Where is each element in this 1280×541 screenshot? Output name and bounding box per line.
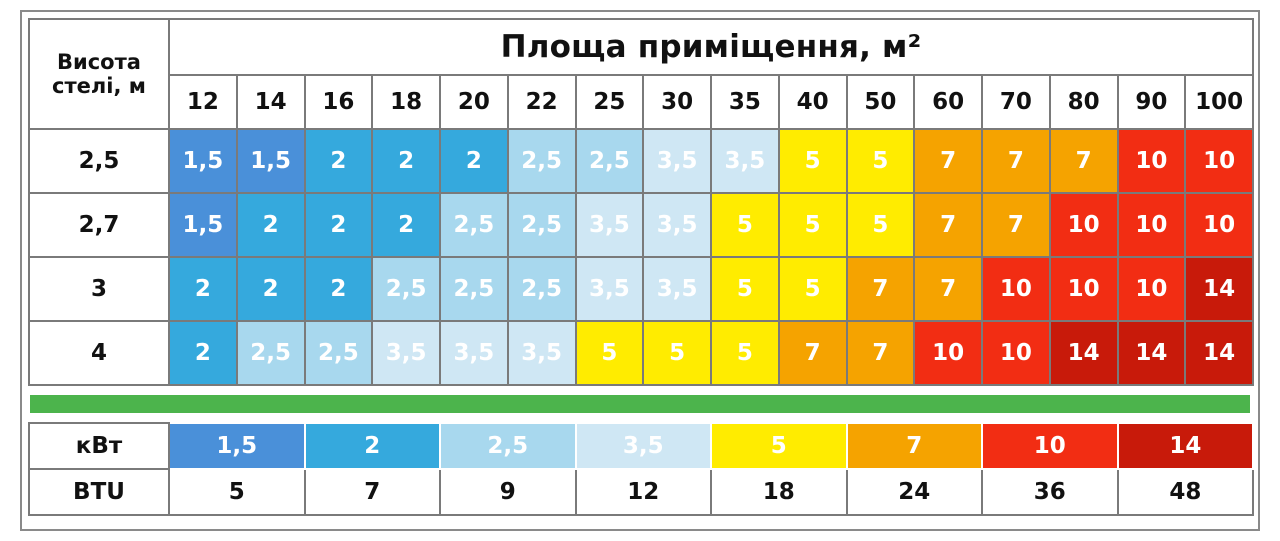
area-column-header: 40 [779,75,847,129]
area-column-header: 50 [847,75,915,129]
power-cell: 10 [914,321,982,385]
power-cell: 10 [1118,129,1186,193]
power-cell: 3,5 [576,193,644,257]
power-cell: 5 [711,257,779,321]
power-cell: 10 [1118,257,1186,321]
power-cell: 2,5 [305,321,373,385]
power-cell: 10 [1050,257,1118,321]
table-row [29,129,1253,193]
power-cell: 10 [982,257,1050,321]
power-cell: 2,5 [440,257,508,321]
power-cell: 10 [1185,129,1253,193]
legend-btu-cell: 48 [1118,469,1254,515]
power-cell: 2 [440,129,508,193]
power-cell: 3,5 [440,321,508,385]
power-cell: 3,5 [372,321,440,385]
power-cell: 5 [847,193,915,257]
power-cell: 2,5 [576,129,644,193]
legend-label-kw: кВт [29,423,169,469]
power-cell: 2,5 [508,129,576,193]
area-column-header: 30 [643,75,711,129]
power-cell: 10 [1118,193,1186,257]
power-cell: 5 [711,193,779,257]
area-column-header: 90 [1118,75,1186,129]
area-column-header: 22 [508,75,576,129]
table-row [29,257,1253,321]
power-cell: 1,5 [169,193,237,257]
power-cell: 3,5 [711,129,779,193]
corner-header-ceiling-height: Висота стелі, м [29,19,169,129]
legend-btu-cell: 9 [440,469,576,515]
power-cell: 7 [914,193,982,257]
power-cell: 3,5 [643,129,711,193]
power-cell: 1,5 [169,129,237,193]
power-cell: 5 [643,321,711,385]
power-cell: 2,5 [508,193,576,257]
ceiling-height-row-label: 2,7 [29,193,169,257]
legend-kw-cell: 7 [847,423,983,469]
power-cell: 7 [914,257,982,321]
power-cell: 7 [1050,129,1118,193]
legend-btu-cell: 36 [982,469,1118,515]
power-cell: 14 [1185,321,1253,385]
power-cell: 2 [237,193,305,257]
power-cell: 1,5 [237,129,305,193]
legend-btu-cell: 24 [847,469,983,515]
legend-label-btu: BTU [29,469,169,515]
green-divider-bar [28,393,1252,415]
power-cell: 10 [982,321,1050,385]
power-cell: 5 [711,321,779,385]
power-cell: 10 [1050,193,1118,257]
power-cell: 2,5 [372,257,440,321]
area-column-header: 18 [372,75,440,129]
power-cell: 2 [169,257,237,321]
power-cell: 7 [779,321,847,385]
power-cell: 2 [305,257,373,321]
area-column-header: 80 [1050,75,1118,129]
power-cell: 7 [982,129,1050,193]
area-column-header: 25 [576,75,644,129]
power-cell: 3,5 [643,193,711,257]
area-column-header: 100 [1185,75,1253,129]
power-cell: 2 [372,193,440,257]
power-cell: 3,5 [508,321,576,385]
power-cell: 5 [847,129,915,193]
area-column-header: 20 [440,75,508,129]
area-column-header: 14 [237,75,305,129]
power-cell: 2,5 [508,257,576,321]
legend-btu-cell: 18 [711,469,847,515]
table-row [29,193,1253,257]
legend-kw-cell: 2,5 [440,423,576,469]
power-cell: 3,5 [576,257,644,321]
ceiling-height-row-label: 4 [29,321,169,385]
power-cell: 7 [847,321,915,385]
legend-row-kw [29,423,1253,469]
ceiling-height-row-label: 2,5 [29,129,169,193]
table-row [29,321,1253,385]
power-cell: 2 [372,129,440,193]
power-cell: 14 [1185,257,1253,321]
power-cell: 2 [169,321,237,385]
legend-kw-cell: 1,5 [169,423,305,469]
legend-btu-cell: 7 [305,469,441,515]
power-cell: 5 [576,321,644,385]
power-cell: 2 [305,193,373,257]
power-cell: 2,5 [440,193,508,257]
legend-row-btu [29,469,1253,515]
power-cell: 2 [237,257,305,321]
power-cell: 5 [779,193,847,257]
power-cell: 7 [982,193,1050,257]
legend-kw-cell: 3,5 [576,423,712,469]
ceiling-height-row-label: 3 [29,257,169,321]
legend-btu-cell: 5 [169,469,305,515]
power-cell: 14 [1118,321,1186,385]
legend-kw-cell: 10 [982,423,1118,469]
power-cell: 2,5 [237,321,305,385]
table-header-row-areas [29,75,1253,129]
power-cell: 14 [1050,321,1118,385]
power-cell: 7 [914,129,982,193]
legend-kw-cell: 14 [1118,423,1254,469]
power-cell: 10 [1185,193,1253,257]
power-cell: 5 [779,257,847,321]
power-cell: 5 [779,129,847,193]
area-column-header: 70 [982,75,1050,129]
table-header-row-title [29,19,1253,75]
ac-power-matrix-table [28,18,1254,386]
power-cell: 2 [305,129,373,193]
power-cell: 7 [847,257,915,321]
legend-btu-cell: 12 [576,469,712,515]
legend-table [28,422,1254,516]
legend-kw-cell: 5 [711,423,847,469]
area-column-header: 35 [711,75,779,129]
area-column-header: 60 [914,75,982,129]
area-column-header: 16 [305,75,373,129]
area-column-header: 12 [169,75,237,129]
power-cell: 3,5 [643,257,711,321]
header-room-area-title: Площа приміщення, м² [169,19,1253,75]
legend-kw-cell: 2 [305,423,441,469]
